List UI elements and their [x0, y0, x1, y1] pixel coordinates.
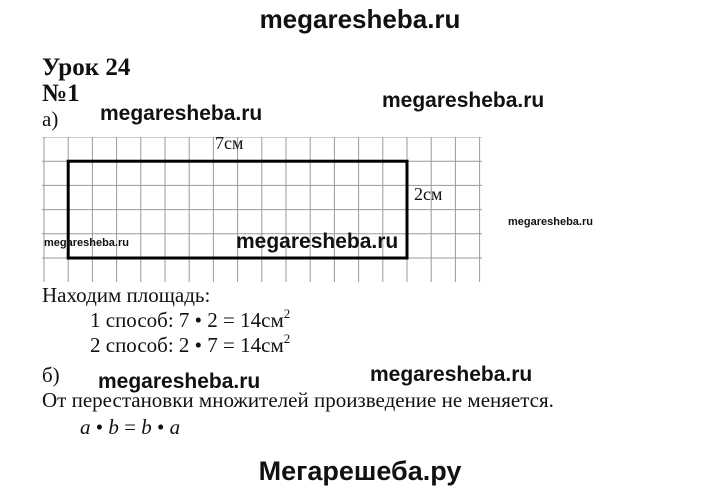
method-2 — [90, 333, 290, 358]
method-2-sup: 2 — [283, 331, 291, 346]
grid-lines — [42, 137, 482, 282]
lesson-heading: Урок 24 — [42, 54, 131, 81]
watermark-right-small: megaresheba.ru — [508, 216, 593, 228]
formula-eq: = — [118, 415, 142, 439]
watermark-upper-right: megaresheba.ru — [382, 89, 545, 112]
method-2-text: 2 способ: 2 • 7 = 14см — [90, 333, 284, 357]
watermark-top: megaresheba.ru — [259, 4, 461, 34]
watermark-grid-left: megaresheba.ru — [44, 237, 129, 249]
height-label: 2см — [414, 184, 443, 204]
method-1-text: 1 способ: 7 • 2 = 14см — [90, 308, 284, 332]
part-a-label: а) — [42, 107, 59, 131]
method-1 — [90, 308, 290, 333]
commutative-formula — [80, 415, 180, 440]
area-title: Находим площадь: — [42, 283, 211, 307]
watermark-upper-left: megaresheba.ru — [100, 102, 263, 125]
formula-b2: b — [141, 415, 152, 439]
watermark-mid-right: megaresheba.ru — [370, 363, 533, 386]
task-number: №1 — [42, 80, 80, 107]
part-b-label: б) — [42, 363, 60, 387]
formula-a2: a — [169, 415, 181, 439]
method-1-sup: 2 — [283, 306, 291, 321]
formula-b: b — [108, 415, 119, 439]
formula-op2: • — [151, 415, 170, 439]
watermark-grid-inner: megaresheba.ru — [236, 230, 399, 253]
width-label: 7см — [215, 133, 244, 153]
watermark-bottom: Мегарешеба.ру — [258, 456, 462, 486]
commutative-statement: От перестановки множителей произведение не меняется. — [42, 388, 554, 412]
grid-drawing — [42, 137, 482, 282]
formula-op1: • — [90, 415, 109, 439]
formula-a: a — [80, 415, 91, 439]
watermark-mid-left: megaresheba.ru — [98, 370, 261, 393]
